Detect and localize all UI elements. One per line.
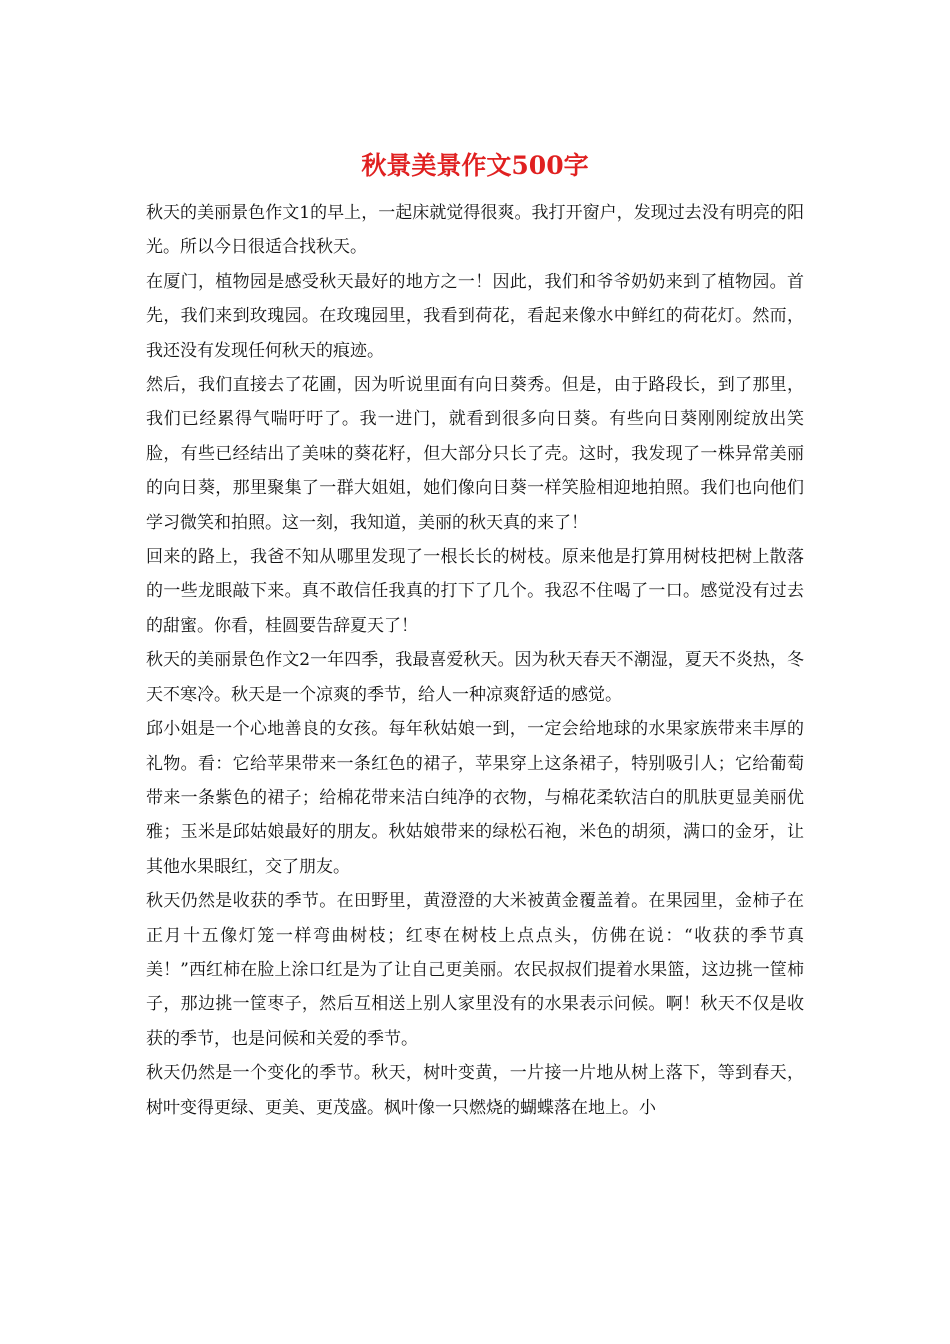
paragraph: 秋天的美丽景色作文1的早上，一起床就觉得很爽。我打开窗户，发现过去没有明亮的阳光。所以今日很适合找秋天。 [146,203,804,258]
paragraph: 秋天仍然是一个变化的季节。秋天，树叶变黄，一片接一片地从树上落下，等到春天，树叶变得更绿、更美、更茂盛。枫叶像一只燃烧的蝴蝶落在地上。小 [146,1063,804,1118]
paragraph: 然后，我们直接去了花圃，因为听说里面有向日葵秀。但是，由于路段长，到了那里，我们已经累得气喘吁吁了。我一进门，就看到很多向日葵。有些向日葵刚刚绽放出笑脸，有些已经结出了美味的葵花籽，但大部分只长了壳。这时，我发现了一株异常美丽的向日葵，那里聚集了一群大姐姐，她们像向日葵一样笑脸相迎地拍照。我们也向他们学习微笑和拍照。这一刻，我知道，美丽的秋天真的来了！ [146,375,804,533]
paragraph: 邱小姐是一个心地善良的女孩。每年秋姑娘一到，一定会给地球的水果家族带来丰厚的礼物。看：它给苹果带来一条红色的裙子，苹果穿上这条裙子，特别吸引人；它给葡萄带来一条紫色的裙子；给棉花带来洁白纯净的衣物，与棉花柔软洁白的肌肤更显美丽优雅；玉米是邱姑娘最好的朋友。秋姑娘带来的绿松石袍，米色的胡须，满口的金牙，让其他水果眼红，交了朋友。 [146,719,804,877]
paragraph: 秋天的美丽景色作文2一年四季，我最喜爱秋天。因为秋天春天不潮湿，夏天不炎热，冬天不寒冷。秋天是一个凉爽的季节，给人一种凉爽舒适的感觉。 [146,650,804,705]
document-body [146,196,804,1125]
paragraph: 在厦门，植物园是感受秋天最好的地方之一！因此，我们和爷爷奶奶来到了植物园。首先，我们来到玫瑰园。在玫瑰园里，我看到荷花，看起来像水中鲜红的荷花灯。然而，我还没有发现任何秋天的痕迹。 [146,271,804,361]
document-title: 秋景美景作文500字 [361,151,589,180]
paragraph: 秋天仍然是收获的季节。在田野里，黄澄澄的大米被黄金覆盖着。在果园里，金柿子在正月十五像灯笼一样弯曲树枝；红枣在树枝上点点头，仿佛在说：“收获的季节真美！”西红柿在脸上涂口红是为了让自己更美丽。农民叔叔们提着水果篮，这边挑一筐柿子，那边挑一筐枣子，然后互相送上别人家里没有的水果表示问候。啊！秋天不仅是收获的季节，也是问候和关爱的季节。 [146,891,804,1049]
paragraph: 回来的路上，我爸不知从哪里发现了一根长长的树枝。原来他是打算用树枝把树上散落的一些龙眼敲下来。真不敢信任我真的打下了几个。我忍不住喝了一口。感觉没有过去的甜蜜。你看，桂圆要告辞夏天了！ [146,547,804,636]
